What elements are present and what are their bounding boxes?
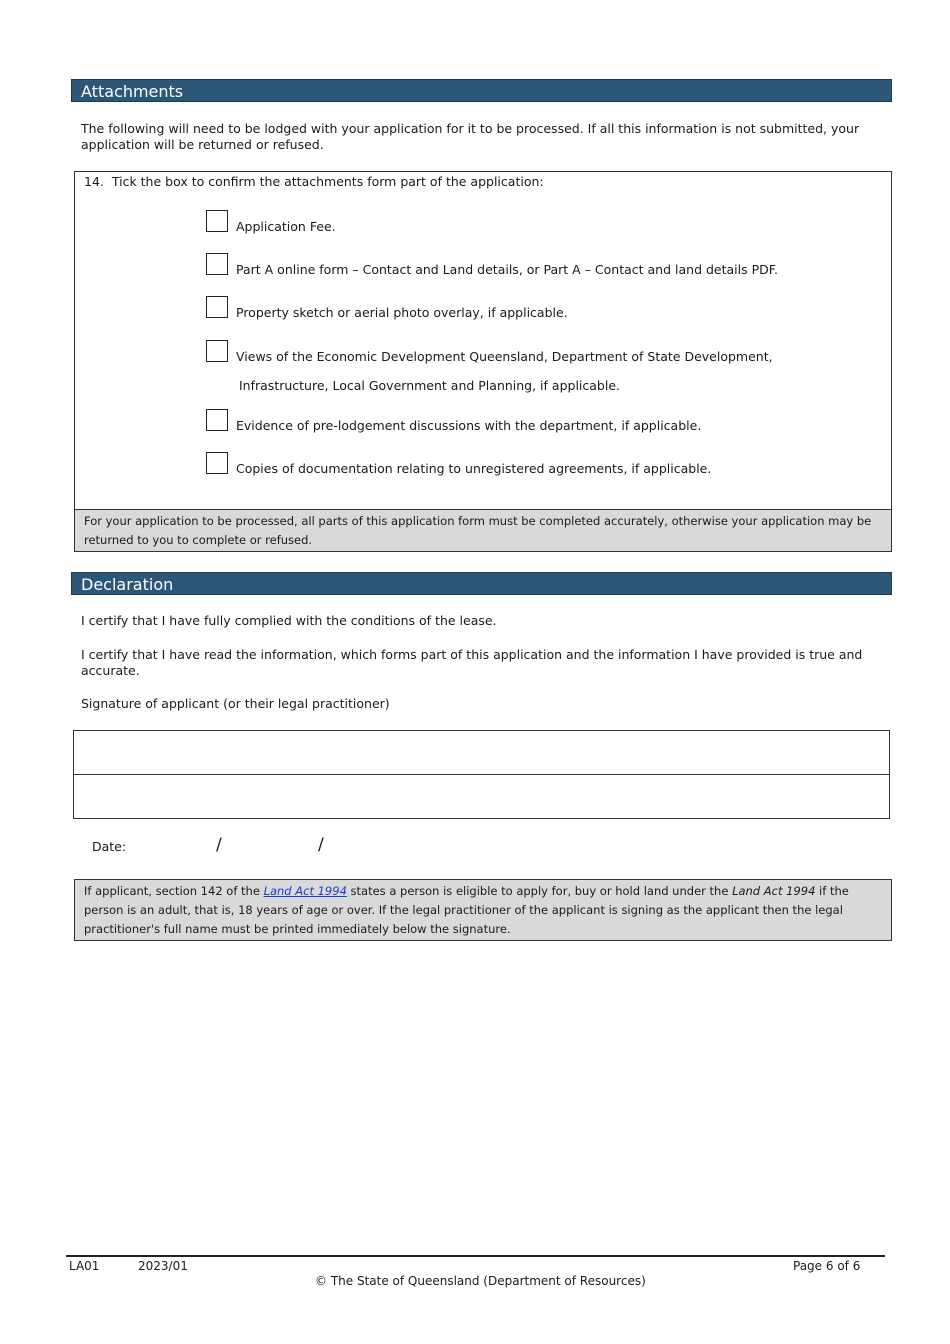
date-day-field[interactable]	[130, 834, 212, 854]
date-year-field[interactable]	[332, 834, 422, 854]
signature-field[interactable]	[73, 730, 890, 775]
views-edq-checkbox[interactable]	[206, 340, 228, 362]
unregistered-agreements-checkbox[interactable]	[206, 452, 228, 474]
date-month-field[interactable]	[228, 834, 314, 854]
footer-form-code: LA01	[69, 1259, 100, 1273]
part-a-checkbox[interactable]	[206, 253, 228, 275]
question-14	[84, 174, 544, 189]
signature-name-field[interactable]	[73, 774, 890, 819]
question-number: 14.	[84, 174, 104, 189]
unregistered-agreements-label: Copies of documentation relating to unregistered agreements, if applicable.	[236, 461, 712, 476]
application-fee-label: Application Fee.	[236, 219, 336, 234]
application-fee-checkbox[interactable]	[206, 210, 228, 232]
footer-copyright: © The State of Queensland (Department of Resources)	[315, 1274, 646, 1288]
part-a-label: Part A online form – Contact and Land details, or Part A – Contact and land details PDF.	[236, 262, 778, 277]
attachments-intro: The following will need to be lodged with your application for it to be processed. If all this information is not submitted, your application will be returned or refused.	[81, 121, 860, 152]
certify-information: I certify that I have read the information, which forms part of this application and the information I have provided is true and accurate.	[81, 647, 863, 678]
footer-version: 2023/01	[138, 1259, 188, 1273]
date-separator-1: /	[216, 835, 222, 855]
declaration-note-italic: Land Act 1994	[732, 884, 816, 898]
property-sketch-checkbox[interactable]	[206, 296, 228, 318]
land-act-link[interactable]: Land Act 1994	[263, 884, 347, 898]
attachments-heading: Attachments	[71, 79, 892, 102]
question-text: Tick the box to confirm the attachments form part of the application:	[111, 174, 544, 189]
footer-page-number: Page 6 of 6	[793, 1259, 861, 1273]
declaration-note-part2: states a person is eligible to apply for, buy or hold land under the	[346, 884, 733, 898]
signature-label: Signature of applicant (or their legal practitioner)	[81, 696, 390, 711]
declaration-note	[74, 879, 892, 941]
date-separator-2: /	[318, 835, 324, 855]
pre-lodgement-label: Evidence of pre-lodgement discussions with the department, if applicable.	[236, 418, 702, 433]
pre-lodgement-checkbox[interactable]	[206, 409, 228, 431]
attachments-note: For your application to be processed, all parts of this application form must be completed accurately, otherwise your application may be returned to you to complete or refused.	[74, 509, 892, 552]
declaration-note-part3: if the person is an adult, that is, 18 years of age or over. If the legal practitioner of the applicant is signing as the applicant then the legal practitioner's full name must be printed immediately below the signature.	[84, 884, 849, 936]
property-sketch-label: Property sketch or aerial photo overlay, if applicable.	[236, 305, 568, 320]
declaration-heading: Declaration	[71, 572, 892, 595]
declaration-note-part1: If applicant, section 142 of the	[84, 884, 264, 898]
views-edq-label: Views of the Economic Development Queensland, Department of State Development,	[236, 349, 773, 364]
certify-conditions: I certify that I have fully complied with the conditions of the lease.	[81, 613, 497, 628]
views-edq-label-line2: Infrastructure, Local Government and Planning, if applicable.	[239, 378, 620, 393]
date-label: Date:	[92, 839, 127, 854]
footer-divider	[66, 1255, 885, 1257]
